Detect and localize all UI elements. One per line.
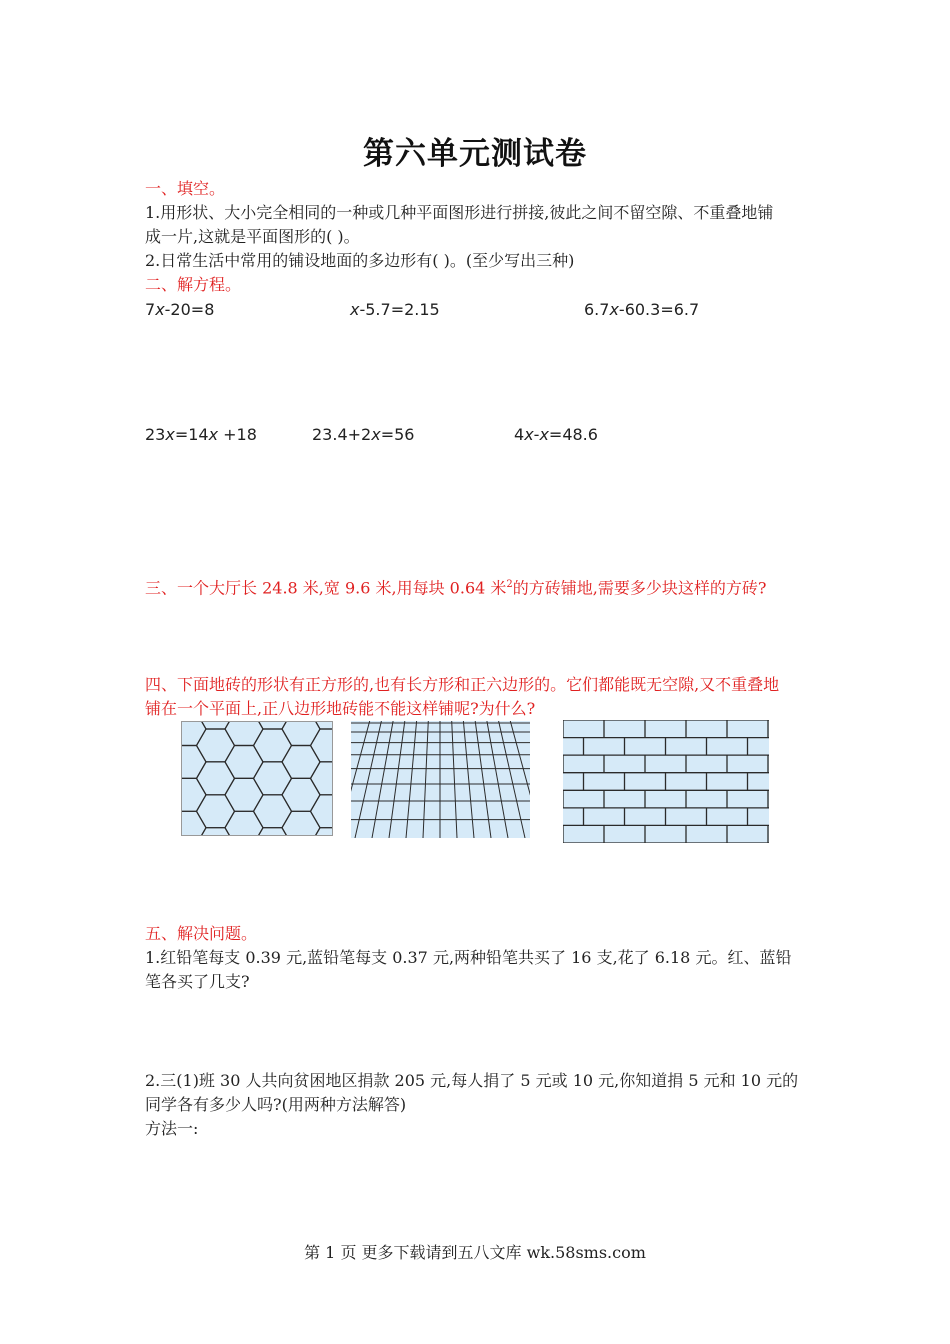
section-2-heading: 二、解方程。 — [145, 275, 242, 294]
equation-1: 7x-20=8 — [145, 300, 215, 319]
question-5-1-line2: 笔各买了几支? — [145, 972, 250, 991]
equation-6: 4x-x=48.6 — [514, 425, 598, 444]
equation-3: 6.7x-60.3=6.7 — [584, 300, 700, 319]
equation-5: 23.4+2x=56 — [312, 425, 415, 444]
question-1-1-line2: 成一片,这就是平面图形的( )。 — [145, 227, 360, 246]
rectangle-tiling-image — [563, 720, 769, 843]
section-3-question: 三、一个大厅长 24.8 米,宽 9.6 米,用每块 0.64 米$^2$的方砖铺地,需要多少块这样的方砖? — [145, 578, 767, 598]
equation-4: 23x=14x +18 — [145, 425, 257, 444]
question-5-2-line2: 同学各有多少人吗?(用两种方法解答) — [145, 1095, 407, 1114]
method-1-label: 方法一: — [145, 1119, 199, 1138]
question-1-2: 2.日常生活中常用的铺设地面的多边形有( )。(至少写出三种) — [145, 251, 575, 270]
section-4-line2: 铺在一个平面上,正八边形地砖能不能这样铺呢?为什么? — [145, 699, 536, 718]
question-1-1-line1: 1.用形状、大小完全相同的一种或几种平面图形进行拼接,彼此之间不留空隙、不重叠地铺 — [145, 203, 774, 222]
page-title: 第六单元测试卷 — [363, 136, 587, 172]
question-5-1-line1: 1.红铅笔每支 0.39 元,蓝铅笔每支 0.37 元,两种铅笔共买了 16 支,花了 6.18 元。红、蓝铅 — [145, 948, 792, 967]
section-5-heading: 五、解决问题。 — [145, 924, 258, 943]
section-1-heading: 一、填空。 — [145, 179, 226, 198]
question-5-2-line1: 2.三(1)班 30 人共向贫困地区捐款 205 元,每人捐了 5 元或 10 元,你知道捐 5 元和 10 元的 — [145, 1071, 799, 1090]
square-tiling-image — [351, 721, 530, 838]
equation-2: x-5.7=2.15 — [350, 300, 440, 319]
hexagon-tiling-image — [181, 721, 333, 836]
section-4-line1: 四、下面地砖的形状有正方形的,也有长方形和正六边形的。它们都能既无空隙,又不重叠地 — [145, 675, 780, 694]
page-footer: 第 1 页 更多下载请到五八文库 wk.58sms.com — [304, 1243, 646, 1262]
